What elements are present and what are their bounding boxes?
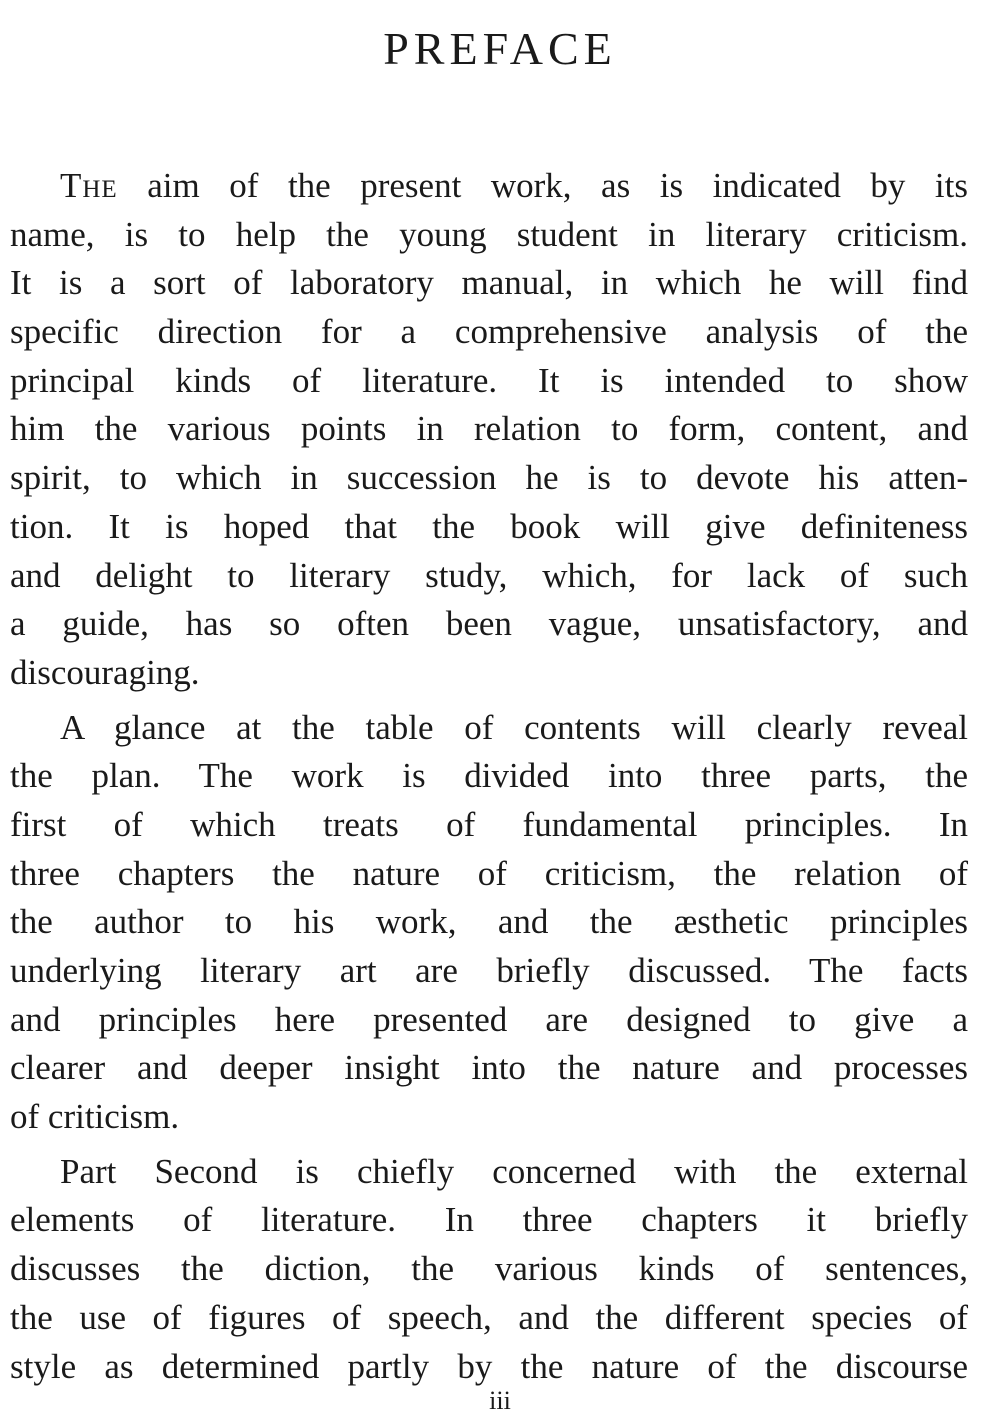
text-line: spirit, to which in succession he is to devote his atten- bbox=[10, 458, 968, 498]
text-line: and principles here presented are designed to give a bbox=[10, 999, 968, 1039]
text-line: discouraging. bbox=[10, 652, 200, 692]
text-line: elements of literature. In three chapters it briefly bbox=[10, 1200, 968, 1240]
text-line: clearer and deeper insight into the nature and processes bbox=[10, 1048, 968, 1088]
text-line: of criticism. bbox=[10, 1097, 180, 1137]
text-line: underlying literary art are briefly discussed. The facts bbox=[10, 951, 968, 990]
text-line: tion. It is hoped that the book will give definiteness bbox=[10, 506, 968, 546]
text-line: and delight to literary study, which, for lack of such bbox=[10, 555, 968, 595]
page-number: iii bbox=[489, 1386, 511, 1415]
text-line: specific direction for a comprehensive analysis of the bbox=[10, 312, 968, 352]
text-line: first of which treats of fundamental principles. In bbox=[10, 804, 968, 844]
text-line: him the various points in relation to form, content, and bbox=[10, 409, 968, 449]
text-line: name, is to help the young student in literary criticism. bbox=[10, 214, 968, 254]
text-line: It is a sort of laboratory manual, in which he will find bbox=[10, 263, 968, 303]
text-line: three chapters the nature of criticism, the relation of bbox=[10, 853, 968, 893]
paragraph-1 bbox=[10, 162, 968, 698]
text-line: a guide, has so often been vague, unsatisfactory, and bbox=[10, 604, 968, 644]
text-line: Part Second is chiefly concerned with the external bbox=[60, 1151, 968, 1191]
text-line: principal kinds of literature. It is intended to show bbox=[10, 360, 968, 400]
small-caps-lead: The bbox=[60, 166, 118, 205]
text-line: style as determined partly by the nature of the discourse bbox=[10, 1346, 968, 1386]
paragraph-3 bbox=[10, 1148, 968, 1391]
paragraph-2 bbox=[10, 704, 968, 1142]
text-line: discusses the diction, the various kinds of sentences, bbox=[10, 1249, 968, 1289]
text-line: A glance at the table of contents will clearly reveal bbox=[60, 707, 968, 747]
text-line: the plan. The work is divided into three parts, the bbox=[10, 756, 968, 796]
text-line: the author to his work, and the æsthetic principles bbox=[10, 902, 968, 942]
text-line: The aim of the present work, as is indicated by its bbox=[60, 166, 968, 205]
page-title: PREFACE bbox=[383, 23, 617, 74]
preface-body bbox=[10, 162, 968, 1391]
text-line: the use of figures of speech, and the different species of bbox=[10, 1297, 968, 1337]
